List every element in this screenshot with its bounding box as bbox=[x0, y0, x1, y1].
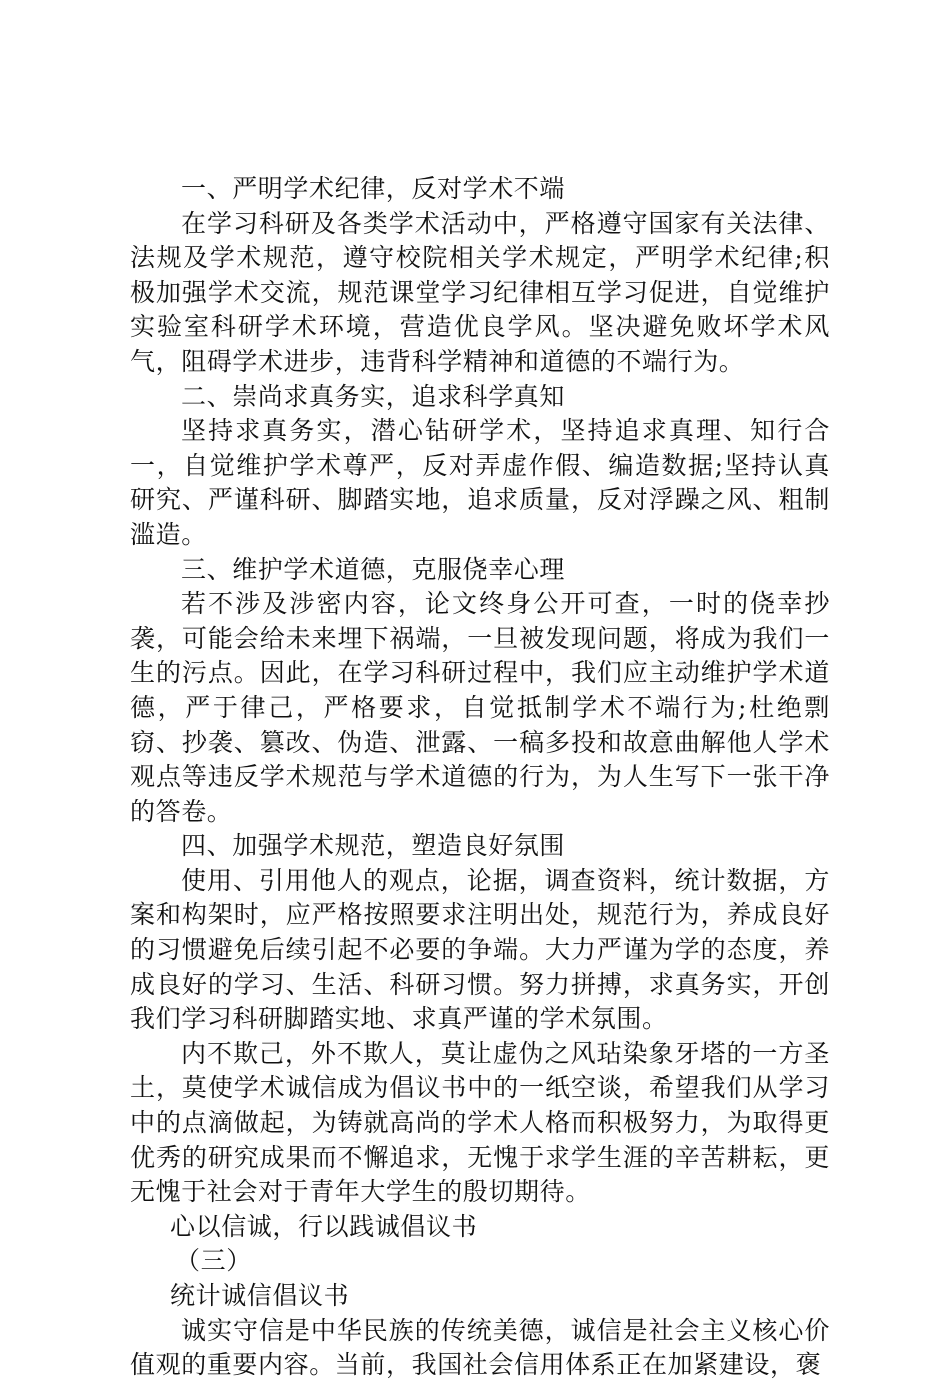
document-title-3: 统计诚信倡议书 bbox=[170, 1281, 350, 1310]
paragraph-6: 诚实守信是中华民族的传统美德，诚信是社会主义核心价值观的重要内容。当前，我国社会信用体系正在加紧建设，褒 bbox=[130, 1315, 830, 1380]
section-number: （三） bbox=[175, 1246, 252, 1276]
paragraph-4: 使用、引用他人的观点，论据，调查资料，统计数据，方案和构架时，应严格按照要求注明出处，规范行为，养成良好的习惯避免后续引起不必要的争端。大力严谨为学的态度，养成良好的学习、生活、科研习惯。努力拼搏，求真务实，开创我们学习科研脚踏实地、求真严谨的学术氛围。 bbox=[130, 865, 830, 1034]
section-heading-2: 二、崇尚求真务实，追求科学真知 bbox=[181, 381, 566, 411]
section-heading-4: 四、加强学术规范，塑造良好氛围 bbox=[181, 831, 566, 861]
section-heading-1: 一、严明学术纪律，反对学术不端 bbox=[181, 174, 566, 203]
section-heading-3: 三、维护学术道德，克服侥幸心理 bbox=[181, 554, 566, 584]
document-body bbox=[130, 172, 830, 1383]
paragraph-3: 若不涉及涉密内容，论文终身公开可查，一时的侥幸抄袭，可能会给未来埋下祸端，一旦被发现问题，将成为我们一生的污点。因此，在学习科研过程中，我们应主动维护学术道德，严于律己，严格要求，自觉抵制学术不端行为;杜绝剽窃、抄袭、篡改、伪造、泄露、一稿多投和故意曲解他人学术观点等违反学术规范与学术道德的行为，为人生写下一张干净的答卷。 bbox=[130, 589, 830, 826]
paragraph-2: 坚持求真务实，潜心钻研学术，坚持追求真理、知行合一，自觉维护学术尊严，反对弄虚作假、编造数据;坚持认真研究、严谨科研、脚踏实地，追求质量，反对浮躁之风、粗制滥造。 bbox=[130, 416, 830, 549]
document-subtitle: 心以信诚，行以践诚倡议书 bbox=[170, 1211, 478, 1241]
paragraph-1: 在学习科研及各类学术活动中，严格遵守国家有关法律、法规及学术规范，遵守校院相关学术规定，严明学术纪律;积极加强学术交流，规范课堂学习纪律相互学习促进，自觉维护实验室科研学术环境，营造优良学风。坚决避免败坏学术风气，阻碍学术进步，违背科学精神和道德的不端行为。 bbox=[130, 208, 830, 376]
paragraph-5: 内不欺己，外不欺人，莫让虚伪之风玷染象牙塔的一方圣土，莫使学术诚信成为倡议书中的一纸空谈，希望我们从学习中的点滴做起，为铸就高尚的学术人格而积极努力，为取得更优秀的研究成果而不懈追求，无愧于求学生涯的辛苦耕耘，更无愧于社会对于青年大学生的殷切期待。 bbox=[130, 1038, 830, 1207]
